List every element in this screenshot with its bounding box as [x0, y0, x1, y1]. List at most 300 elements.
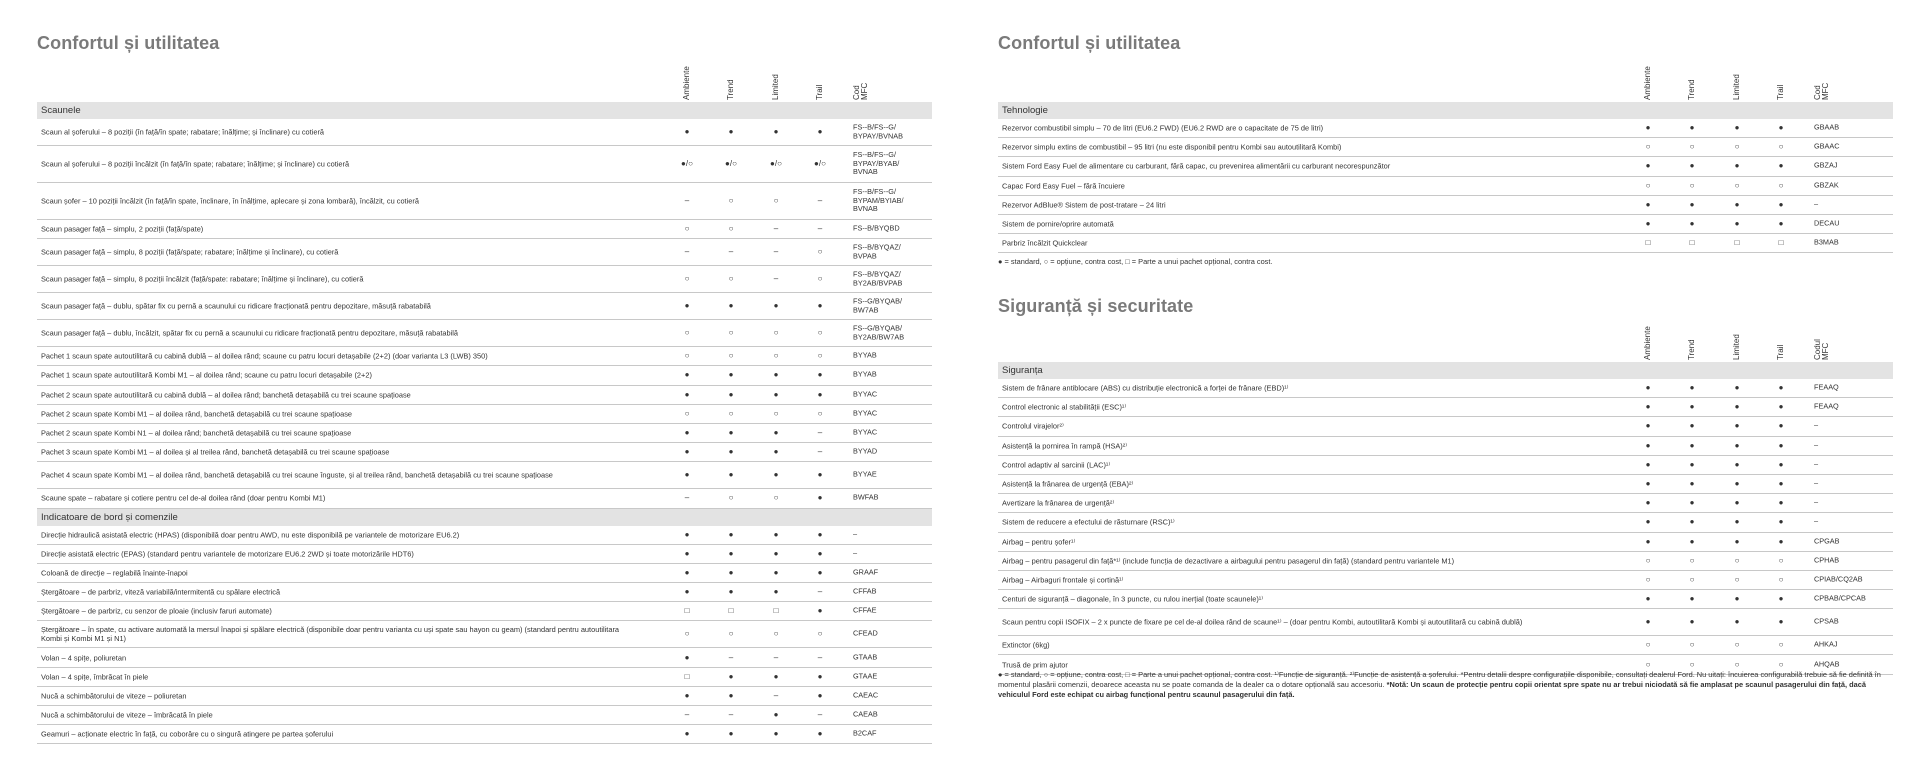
table-row [37, 119, 932, 146]
availability-mark: ○ [773, 493, 779, 503]
row-label: Pachet 2 scaun spate Kombi N1 – al doilea rând; banchetă detașabilă cu trei scaune spațioase [41, 428, 352, 438]
table-row [998, 119, 1893, 138]
mfc-code: CFEAD [853, 629, 878, 639]
table-row [37, 545, 932, 564]
availability-mark: ○ [1734, 574, 1740, 584]
availability-mark: ● [1778, 498, 1784, 508]
availability-mark: ● [1734, 459, 1740, 469]
row-label: Trusă de prim ajutor [1002, 660, 1068, 670]
availability-mark: ● [728, 671, 734, 681]
availability-mark: ● [817, 606, 823, 616]
section-header: Siguranța [998, 362, 1893, 379]
column-header [998, 296, 1893, 362]
row-label: Airbag – Airbaguri frontale și cortină¹⁾ [1002, 575, 1124, 585]
mfc-code: CPSAB [1814, 616, 1839, 626]
availability-mark: ○ [1778, 659, 1784, 669]
availability-mark: ○ [1689, 574, 1695, 584]
availability-mark: □ [1734, 238, 1740, 248]
table-row [37, 725, 932, 744]
availability-mark: ● [684, 529, 690, 539]
availability-mark: ○ [728, 274, 734, 284]
table-row [37, 602, 932, 621]
availability-mark: ●/○ [814, 159, 826, 168]
availability-mark: ● [817, 529, 823, 539]
row-label: Coloană de direcție – reglabilă înainte-înapoi [41, 568, 188, 578]
availability-mark: ● [1689, 199, 1695, 209]
availability-mark: ● [1645, 479, 1651, 489]
availability-mark: ● [1689, 517, 1695, 527]
technology-table [998, 102, 1893, 253]
row-label: Capac Ford Easy Fuel – fără încuiere [1002, 181, 1125, 191]
availability-mark: ○ [728, 629, 734, 639]
availability-mark: □ [728, 606, 734, 616]
row-label: Pachet 4 scaun spate Kombi M1 – al doilea rând, banchetă detașabilă cu trei scaune înguste, și al treilea rând, banchetă detașabilă cu trei scaune spațioase [41, 470, 553, 480]
availability-mark: – [728, 710, 734, 720]
row-label: Controlul virajelor²⁾ [1002, 421, 1064, 431]
mfc-code: FS--G/BYQAB/ BW7AB [853, 296, 903, 315]
availability-mark: ● [1734, 123, 1740, 133]
table-row [37, 489, 932, 508]
col-ambiente: Ambiente [682, 66, 691, 100]
availability-mark: ● [1645, 536, 1651, 546]
table-row [998, 571, 1893, 590]
availability-mark: ● [1778, 440, 1784, 450]
table-row [998, 513, 1893, 532]
row-label: Ștergătoare – în spate, cu activare automată la mersul înapoi și spălare electrică (disponibile doar pentru varianta cu uși spate sau hayon cu geam) (standard pentru autoutilitara Kombi și Kombi M1 și N1) [41, 625, 620, 644]
availability-mark: ○ [773, 196, 779, 205]
availability-mark: ● [1645, 123, 1651, 133]
availability-mark: ● [1645, 383, 1651, 393]
availability-mark: ● [1734, 161, 1740, 171]
availability-mark: ○ [817, 274, 823, 284]
row-label: Direcție hidraulică asistată electric (HPAS) (disponibilă doar pentru AWD, nu este disponibilă pe variantele de motorizare EU6.2) [41, 530, 460, 540]
table-row [998, 196, 1893, 215]
col-trail: Trail [1776, 84, 1785, 100]
availability-mark: ● [684, 428, 690, 438]
availability-mark: ○ [1734, 142, 1740, 152]
availability-mark: ○ [684, 224, 690, 234]
mfc-code: BYYAB [853, 350, 877, 360]
availability-mark: ● [1645, 517, 1651, 527]
column-header [37, 36, 932, 102]
mfc-code: BYYAE [853, 470, 877, 480]
availability-mark: ○ [728, 328, 734, 338]
mfc-code: CPHAB [1814, 555, 1840, 565]
availability-mark: ● [1734, 594, 1740, 604]
row-label: Scaun al șoferului – 8 poziții încălzit (în față/în spate; rabatare; înălțime; și înclinare) cu cotieră [41, 159, 350, 169]
table-row [998, 417, 1893, 436]
mfc-code: GBAAB [1814, 122, 1840, 132]
availability-mark: – [817, 447, 823, 457]
availability-mark: ○ [1734, 555, 1740, 565]
mfc-code: FS--B/FS--G/ BYPAM/BYIAB/ BVNAB [853, 187, 904, 214]
availability-mark: ● [1778, 219, 1784, 229]
availability-mark: ● [817, 548, 823, 558]
availability-mark: ● [773, 470, 779, 480]
table-row [37, 320, 932, 347]
availability-mark: ● [773, 127, 779, 136]
row-label: Scaune spate – rabatare și cotiere pentru cel de-al doilea rând (doar pentru Kombi M1) [41, 493, 326, 503]
availability-mark: ○ [1778, 180, 1784, 190]
availability-mark: □ [773, 606, 779, 616]
availability-mark: ● [1645, 161, 1651, 171]
availability-mark: – [817, 710, 823, 720]
availability-mark: ● [1645, 219, 1651, 229]
availability-mark: ○ [1645, 142, 1651, 152]
availability-mark: ● [1689, 383, 1695, 393]
availability-mark: ○ [773, 629, 779, 639]
table-row [998, 609, 1893, 636]
table-row [998, 456, 1893, 475]
availability-mark: ● [728, 587, 734, 597]
mfc-code: BYYAC [853, 389, 878, 399]
availability-mark: ● [728, 389, 734, 399]
availability-mark: ○ [728, 408, 734, 418]
availability-mark: ● [773, 710, 779, 720]
mfc-code: CPIAB/CQ2AB [1814, 574, 1863, 584]
mfc-code: CAEAB [853, 709, 878, 719]
col-limited: Limited [1732, 74, 1741, 100]
row-label: Ștergătoare – de parbriz, viteză variabilă/intermitentă cu spălare electrică [41, 587, 281, 597]
mfc-code: CPGAB [1814, 536, 1840, 546]
availability-mark: ● [1734, 517, 1740, 527]
table-row [37, 386, 932, 405]
row-label: Sistem Ford Easy Fuel de alimentare cu carburant, fără capac, cu prevenirea alimentării cu carburant necorespunzător [1002, 161, 1391, 171]
table-row [37, 366, 932, 385]
table-row [37, 648, 932, 667]
mfc-code: B2CAF [853, 728, 877, 738]
availability-mark: ○ [728, 351, 734, 361]
availability-mark: ● [1689, 594, 1695, 604]
left-page-title: Confortul și utilitatea [37, 33, 220, 53]
mfc-code: GTAAB [853, 652, 878, 662]
availability-mark: ● [728, 529, 734, 539]
col-trend: Trend [1687, 339, 1696, 360]
availability-mark: ●/○ [681, 159, 693, 168]
availability-mark: ○ [773, 351, 779, 361]
row-label: Scaun pasager față – simplu, 2 poziții (față/spate) [41, 224, 204, 234]
availability-mark: – [728, 247, 734, 257]
table-row [998, 157, 1893, 176]
availability-mark: ○ [1734, 180, 1740, 190]
mfc-code: FEAAQ [1814, 401, 1839, 411]
availability-mark: – [817, 224, 823, 234]
availability-mark: ● [728, 690, 734, 700]
row-label: Sistem de frânare antiblocare (ABS) cu distribuție electronică a forței de frânare (EBD)¹⁾ [1002, 383, 1289, 393]
availability-mark: ○ [817, 247, 823, 257]
mfc-code: BWFAB [853, 493, 879, 503]
availability-mark: ○ [1689, 659, 1695, 669]
availability-mark: ● [1778, 161, 1784, 171]
row-label: Scaun pasager față – dublu, spătar fix cu pernă a scaunului cu ridicare fracționată pentru depozitare, măsuță rabatabilă [41, 301, 431, 311]
row-label: Scaun pasager față – dublu, încălzit, spătar fix cu pernă a scaunului cu ridicare fracționată pentru depozitare, măsuță rabatabilă [41, 328, 458, 338]
availability-mark: ● [817, 389, 823, 399]
availability-mark: ○ [1689, 555, 1695, 565]
availability-mark: ○ [684, 328, 690, 338]
availability-mark: ● [1734, 617, 1740, 627]
col-limited: Limited [1732, 334, 1741, 360]
availability-mark: □ [1689, 238, 1695, 248]
availability-mark: ● [1778, 517, 1784, 527]
row-label: Nucă a schimbătorului de viteze – îmbrăcată în piele [41, 710, 213, 720]
availability-mark: ○ [817, 629, 823, 639]
availability-mark: □ [684, 671, 690, 681]
mfc-code: GBZAJ [1814, 161, 1838, 171]
availability-mark: □ [684, 606, 690, 616]
table-row [998, 552, 1893, 571]
availability-mark: ● [1734, 219, 1740, 229]
availability-mark: ● [684, 447, 690, 457]
col-trail: Trail [1776, 344, 1785, 360]
table-row [37, 621, 932, 648]
availability-mark: ● [817, 729, 823, 739]
mfc-code: – [1814, 421, 1819, 431]
availability-mark: ● [1734, 498, 1740, 508]
mfc-code: GBAAC [1814, 141, 1840, 151]
table-row [37, 687, 932, 706]
availability-mark: ● [817, 690, 823, 700]
table-row [37, 266, 932, 293]
availability-mark: ● [684, 587, 690, 597]
availability-mark: ● [728, 548, 734, 558]
availability-mark: ● [1689, 498, 1695, 508]
table-row [998, 494, 1893, 513]
mfc-code: CFFAB [853, 586, 877, 596]
availability-mark: ● [1778, 479, 1784, 489]
availability-mark: ● [684, 567, 690, 577]
table-row [37, 293, 932, 320]
availability-mark: ● [728, 729, 734, 739]
availability-mark: ○ [1645, 555, 1651, 565]
row-label: Pachet 1 scaun spate autoutilitară cu cabină dublă – al doilea rând; scaune cu patru locuri detașabile (2+2) (doar varianta L3 (LWB) 350) [41, 351, 488, 361]
availability-mark: ● [684, 127, 690, 136]
availability-mark: ● [1778, 459, 1784, 469]
row-label: Parbriz încălzit Quickclear [1002, 238, 1088, 248]
safety-table [998, 362, 1893, 675]
availability-mark: – [684, 247, 690, 257]
safety-title: Siguranță și securitate [998, 296, 1194, 316]
availability-mark: ● [1645, 421, 1651, 431]
availability-mark: ● [728, 127, 734, 136]
col-ambiente: Ambiente [1643, 66, 1652, 100]
availability-mark: ● [817, 127, 823, 136]
availability-mark: – [728, 652, 734, 662]
table-row [998, 437, 1893, 456]
table-row [37, 564, 932, 583]
row-label: Pachet 2 scaun spate Kombi M1 – al doilea rând, banchetă detașabilă cu trei scaune spațioase [41, 409, 353, 419]
mfc-code: – [1814, 478, 1819, 488]
mfc-code: BYYAC [853, 427, 878, 437]
availability-mark: ● [817, 671, 823, 681]
availability-mark: – [773, 652, 779, 662]
availability-mark: ○ [1645, 659, 1651, 669]
mfc-code: – [1814, 199, 1819, 209]
table-row [37, 583, 932, 602]
availability-mark: ○ [728, 493, 734, 503]
availability-mark: ● [728, 428, 734, 438]
availability-mark: ○ [728, 224, 734, 234]
row-label: Pachet 2 scaun spate autoutilitară cu cabină dublă – al doilea rând; banchetă detașabilă cu trei scaune spațioase [41, 390, 411, 400]
availability-mark: ● [1645, 617, 1651, 627]
availability-mark: ○ [1689, 142, 1695, 152]
availability-mark: ● [773, 447, 779, 457]
availability-mark: ● [773, 548, 779, 558]
availability-mark: ● [1778, 402, 1784, 412]
footnote: ● = standard, ○ = opțiune, contra cost, □ = Parte a unui pachet opțional, contra cost. ¹⁾Funcție de siguranță. ²⁾Funcție de asistență a șoferului. *Pentru detalii despre configurațiile disponibile, consultați dealerul Ford. Nu uitați: încuierea configurabilă trebuie să fie definită în momentul plasării comenzii, deoarece aceasta nu se poate comanda de la dealer ca o dotare opțională sau accesoriu. *Notă: Un scaun de protecție pentru copii orientat spre spate nu ar trebui niciodată să fie amplasat pe scaunul pasagerului din față, dacă vehiculul Ford este echipat cu airbag funcțional pentru scaunul pasagerului din față. [998, 670, 1881, 699]
mfc-code: FS--B/BYQAZ/ BVPAB [853, 242, 901, 261]
availability-mark: ● [1689, 440, 1695, 450]
row-label: Volan – 4 spițe, îmbrăcat în piele [41, 672, 149, 682]
row-label: Pachet 1 scaun spate autoutilitară Kombi M1 – al doilea rând; scaune cu patru locuri detașabile (2+2) [41, 370, 372, 380]
availability-mark: ○ [1778, 555, 1784, 565]
col-code: Cod MFC [1813, 82, 1830, 100]
row-label: Extinctor (6kg) [1002, 640, 1050, 650]
availability-mark: ● [817, 470, 823, 480]
row-label: Centuri de siguranță – diagonale, în 3 puncte, cu rulou inerțial (toate scaunele)¹⁾ [1002, 594, 1264, 604]
availability-mark: ○ [1645, 640, 1651, 650]
table-row [37, 443, 932, 462]
availability-mark: ● [728, 567, 734, 577]
availability-mark: ● [817, 301, 823, 311]
mfc-code: BYYAC [853, 408, 878, 418]
availability-mark: ● [1734, 479, 1740, 489]
table-row [37, 424, 932, 443]
table-row [37, 405, 932, 424]
mfc-code: – [853, 548, 858, 558]
table-row [37, 239, 932, 266]
table-row [998, 379, 1893, 398]
availability-mark: ● [684, 370, 690, 380]
availability-mark: ○ [1645, 180, 1651, 190]
availability-mark: ● [1689, 479, 1695, 489]
row-label: Avertizare la frânarea de urgență²⁾ [1002, 498, 1115, 508]
mfc-code: GTAAE [853, 671, 878, 681]
availability-mark: ●/○ [725, 159, 737, 168]
availability-mark: ● [1645, 594, 1651, 604]
row-label: Scaun șofer – 10 poziții încălzit (în față/în spate, înclinare, în înălțime, aplecare și zona lombară), încălzit, cu cotieră [41, 196, 419, 206]
mfc-code: B3MAB [1814, 237, 1839, 247]
availability-mark: ● [1689, 123, 1695, 133]
availability-mark: ● [1645, 199, 1651, 209]
mfc-code: – [1814, 517, 1819, 527]
availability-mark: ○ [1689, 180, 1695, 190]
mfc-code: BYYAD [853, 446, 878, 456]
availability-mark: ● [773, 370, 779, 380]
availability-mark: ● [773, 587, 779, 597]
row-label: Asistență la pornirea în rampă (HSA)²⁾ [1002, 441, 1128, 451]
availability-mark: ○ [684, 629, 690, 639]
availability-mark: ● [773, 567, 779, 577]
availability-mark: ○ [773, 408, 779, 418]
mfc-code: – [1814, 440, 1819, 450]
availability-mark: – [817, 587, 823, 597]
row-label: Scaun pentru copii ISOFIX – 2 x puncte de fixare pe cel de-al doilea rând de scaune¹⁾ – (doar pentru Kombi, autoutilitară Kombi și autoutilitară cu cabină dublă) [1002, 617, 1523, 627]
mfc-code: – [1814, 497, 1819, 507]
availability-mark: ● [1734, 402, 1740, 412]
availability-mark: – [817, 196, 823, 205]
table-row [37, 526, 932, 545]
row-label: Geamuri – acționate electric în față, cu coborâre cu o singură atingere pe partea șoferului [41, 729, 334, 739]
availability-mark: ● [1734, 383, 1740, 393]
mfc-code: GBZAK [1814, 180, 1839, 190]
col-trend: Trend [726, 79, 735, 100]
mfc-code: FS--G/BYQAB/ BY2AB/BW7AB [853, 323, 905, 342]
availability-mark: □ [1645, 238, 1651, 248]
table-row [37, 146, 932, 183]
availability-mark: ● [1734, 536, 1740, 546]
row-label: Volan – 4 spițe, poliuretan [41, 653, 127, 663]
availability-mark: ● [773, 301, 779, 311]
mfc-code: GRAAF [853, 567, 879, 577]
column-header [998, 36, 1893, 102]
mfc-code: CPBAB/CPCAB [1814, 593, 1866, 603]
availability-mark: ● [1734, 199, 1740, 209]
availability-mark: – [773, 274, 779, 284]
availability-mark: ● [1645, 440, 1651, 450]
mfc-code: – [853, 529, 858, 539]
availability-mark: ● [1689, 161, 1695, 171]
availability-mark: ● [1778, 536, 1784, 546]
mfc-code: AHKAJ [1814, 640, 1838, 650]
availability-mark: – [684, 196, 690, 205]
availability-mark: ○ [817, 408, 823, 418]
table-row [37, 183, 932, 220]
section-header: Scaunele [37, 102, 932, 119]
row-label: Scaun pasager față – simplu, 8 poziții (față/spate; rabatare; înălțime și înclinare), cu cotieră [41, 247, 339, 257]
mfc-code: BYYAB [853, 370, 877, 380]
row-label: Airbag – pentru pasagerul din față*¹⁾ (include funcția de dezactivare a airbagului pentru pasagerul din față) (standard pentru variantele M1) [1002, 556, 1455, 566]
row-label: Rezervor simplu extins de combustibil – 95 litri (nu este disponibil pentru Kombi sau autoutilitară Kombi) [1002, 142, 1342, 152]
availability-mark: ●/○ [770, 159, 782, 168]
availability-mark: ● [1645, 459, 1651, 469]
availability-mark: ○ [817, 328, 823, 338]
availability-mark: – [773, 247, 779, 257]
availability-mark: – [817, 652, 823, 662]
col-ambiente: Ambiente [1643, 326, 1652, 360]
availability-mark: ○ [1734, 640, 1740, 650]
availability-mark: ○ [684, 274, 690, 284]
availability-mark: ● [1689, 421, 1695, 431]
availability-mark: – [684, 493, 690, 503]
availability-mark: □ [1778, 238, 1784, 248]
table-row [37, 668, 932, 687]
table-row [37, 706, 932, 725]
table-row [998, 533, 1893, 552]
row-label: Ștergătoare – de parbriz, cu senzor de ploaie (inclusiv faruri automate) [41, 606, 272, 616]
table-row [998, 234, 1893, 253]
row-label: Control adaptiv al sarcinii (LAC)¹⁾ [1002, 460, 1111, 470]
availability-mark: ● [684, 729, 690, 739]
row-label: Nucă a schimbătorului de viteze – poliuretan [41, 691, 187, 701]
table-row [37, 347, 932, 366]
availability-mark: ● [1689, 459, 1695, 469]
section-header: Tehnologie [998, 102, 1893, 119]
availability-mark: ○ [1689, 640, 1695, 650]
availability-mark: ○ [728, 196, 734, 205]
section-header: Indicatoare de bord și comenzile [37, 509, 932, 526]
availability-mark: ● [684, 652, 690, 662]
availability-mark: ● [1778, 383, 1784, 393]
availability-mark: ● [817, 493, 823, 503]
availability-mark: – [684, 710, 690, 720]
table-row [37, 220, 932, 239]
availability-mark: ● [728, 370, 734, 380]
availability-mark: ● [684, 301, 690, 311]
table-row [998, 636, 1893, 655]
availability-mark: ● [1778, 594, 1784, 604]
availability-mark: ● [1778, 421, 1784, 431]
col-trend: Trend [1687, 79, 1696, 100]
